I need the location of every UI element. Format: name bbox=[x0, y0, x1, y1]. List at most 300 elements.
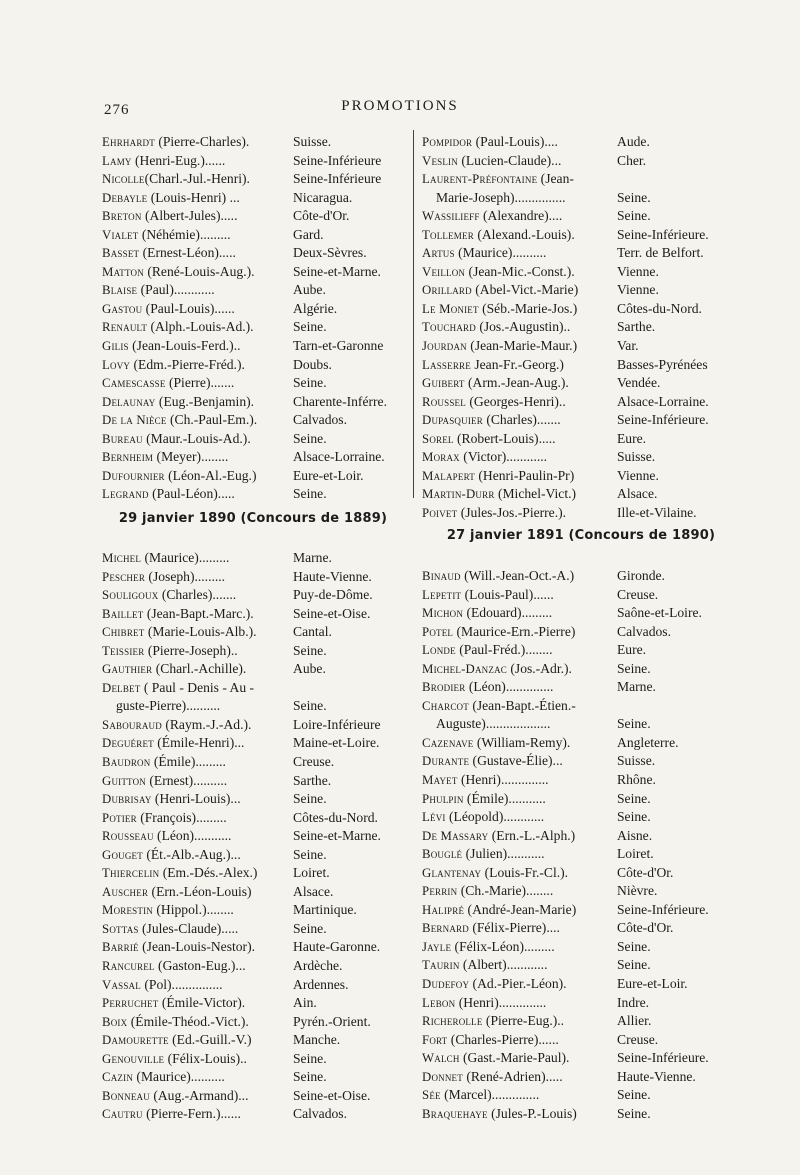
list-entry bbox=[422, 715, 740, 734]
list-entry bbox=[102, 356, 404, 375]
entry-name bbox=[102, 976, 293, 995]
entry-place: Seine-et-Oise. bbox=[293, 605, 371, 621]
list-entry bbox=[422, 938, 740, 957]
entry-name bbox=[422, 1012, 617, 1031]
entry-given-names: (Ad.-Pier.-Léon). bbox=[469, 976, 567, 992]
entry-place: Charente-Inférre. bbox=[293, 393, 387, 409]
entry-name bbox=[102, 189, 293, 208]
entry-given-names: (Jean-Bapt.-Étien.- bbox=[468, 697, 576, 713]
entry-name bbox=[102, 753, 293, 772]
entry-name bbox=[422, 901, 617, 920]
entry-given-names: (Jean-Mic.-Const.). bbox=[465, 263, 575, 279]
entry-place: Suisse. bbox=[617, 449, 656, 465]
entry-given-names: (Alph.-Louis-Ad.). bbox=[147, 319, 254, 335]
entry-name bbox=[422, 393, 617, 412]
entry-place: Seine-et-Marne. bbox=[293, 263, 381, 279]
entry-place: Sarthe. bbox=[617, 319, 656, 335]
entry-surname: Mayet bbox=[422, 773, 458, 788]
list-entry bbox=[422, 901, 740, 920]
entry-surname: Pescher bbox=[102, 569, 146, 584]
entry-given-names: (Victor)............ bbox=[459, 449, 548, 465]
list-entry bbox=[102, 734, 404, 753]
entry-surname: Poivet bbox=[422, 505, 458, 520]
entry-name bbox=[422, 864, 617, 883]
entry-surname: Fort bbox=[422, 1032, 448, 1047]
list-entry bbox=[102, 642, 404, 661]
entry-name bbox=[102, 300, 293, 319]
entry-name bbox=[422, 715, 617, 734]
entry-place: Eure-et-Loir. bbox=[293, 467, 364, 483]
entry-surname: Lovy bbox=[102, 357, 131, 372]
entry-surname: Bernheim bbox=[102, 450, 154, 465]
entry-place: Seine. bbox=[293, 791, 327, 807]
list-entry bbox=[422, 448, 740, 467]
entry-place: Marne. bbox=[293, 550, 332, 565]
right-column-1890-list bbox=[422, 567, 740, 1123]
entry-surname: Charcot bbox=[422, 698, 469, 713]
entry-given-names: (François)......... bbox=[136, 809, 227, 825]
entry-place: Martinique. bbox=[293, 902, 357, 918]
entry-name bbox=[422, 374, 617, 393]
entry-name bbox=[102, 448, 293, 467]
entry-place: Seine-Inférieure. bbox=[617, 412, 709, 428]
entry-name bbox=[102, 133, 293, 152]
entry-surname: Cautru bbox=[102, 1107, 143, 1122]
entry-surname: Delbet bbox=[102, 680, 141, 695]
entry-place: Aube. bbox=[293, 282, 326, 298]
entry-place: Côtes-du-Nord. bbox=[293, 809, 378, 825]
list-entry bbox=[102, 318, 404, 337]
entry-name bbox=[422, 734, 617, 753]
entry-name bbox=[102, 697, 293, 716]
entry-surname: De la Nièce bbox=[102, 413, 167, 428]
entry-name bbox=[102, 244, 293, 263]
entry-given-names: (Charles-Pierre)...... bbox=[447, 1031, 559, 1047]
entry-given-names: (Jean- bbox=[537, 171, 574, 187]
entry-given-names: (René-Adrien)..... bbox=[462, 1068, 563, 1084]
entry-given-names: (Meyer)........ bbox=[153, 449, 229, 465]
entry-place: Eure. bbox=[617, 642, 647, 658]
entry-given-names: (Edm.-Pierre-Fréd.). bbox=[130, 356, 245, 372]
entry-name bbox=[422, 994, 617, 1013]
entry-given-names: (Léon-Al.-Eug.) bbox=[164, 467, 257, 483]
entry-given-names: (Charl.-Achille). bbox=[152, 661, 247, 677]
entry-surname: Breton bbox=[102, 209, 142, 224]
entry-surname: Glantenay bbox=[422, 865, 482, 880]
entry-name bbox=[422, 567, 617, 586]
entry-surname: Guitton bbox=[102, 773, 146, 788]
entry-name bbox=[102, 1013, 293, 1032]
entry-surname: Pompidor bbox=[422, 135, 473, 149]
entry-name bbox=[422, 170, 617, 189]
list-entry bbox=[102, 263, 404, 282]
entry-place: Côte-d'Or. bbox=[293, 208, 350, 224]
entry-surname: Lebon bbox=[422, 995, 456, 1010]
entry-given-names: (Pierre-Charles). bbox=[154, 134, 250, 149]
entry-given-names: (Julien)........... bbox=[462, 846, 545, 862]
entry-name bbox=[102, 605, 293, 624]
entry-given-names: (Félix-Léon)......... bbox=[451, 938, 555, 954]
entry-name bbox=[102, 716, 293, 735]
entry-place: Calvados. bbox=[293, 1106, 347, 1122]
entry-name bbox=[102, 660, 293, 679]
entry-name bbox=[102, 809, 293, 828]
entry-name bbox=[102, 411, 293, 430]
entry-place: Seine. bbox=[617, 938, 651, 954]
entry-surname: Boix bbox=[102, 1014, 128, 1029]
entry-surname: Malapert bbox=[422, 468, 475, 483]
entry-surname: Vialet bbox=[102, 227, 139, 242]
entry-place: Creuse. bbox=[617, 1031, 659, 1047]
entry-given-names: (Ernest).......... bbox=[145, 772, 228, 788]
entry-surname: Sorel bbox=[422, 431, 454, 446]
entry-surname: Ehrhardt bbox=[102, 135, 155, 149]
entry-surname: Orillard bbox=[422, 283, 472, 298]
entry-surname: Teissier bbox=[102, 643, 145, 658]
entry-name bbox=[422, 845, 617, 864]
entry-place: Seine-Inférieure. bbox=[617, 901, 709, 917]
entry-name bbox=[422, 300, 617, 319]
entry-place: Ille-et-Vilaine. bbox=[617, 504, 697, 520]
entry-place: Haute-Vienne. bbox=[293, 568, 372, 584]
entry-given-names: (René-Louis-Aug.). bbox=[143, 263, 255, 279]
entry-given-names: Jean-Fr.-Georg.) bbox=[470, 356, 564, 372]
entry-name bbox=[102, 467, 293, 486]
entry-given-names: (Gaston-Eug.)... bbox=[154, 958, 246, 974]
list-entry bbox=[422, 678, 740, 697]
list-entry bbox=[422, 393, 740, 412]
list-entry bbox=[102, 976, 404, 995]
entry-place: Sarthe. bbox=[293, 772, 332, 788]
entry-name bbox=[422, 263, 617, 282]
entry-given-names: (Jos.-Augustin).. bbox=[475, 319, 571, 335]
entry-surname: Baillet bbox=[102, 606, 144, 621]
entry-name bbox=[102, 1050, 293, 1069]
list-entry bbox=[102, 920, 404, 939]
list-entry bbox=[422, 790, 740, 809]
entry-name bbox=[422, 919, 617, 938]
list-entry bbox=[422, 771, 740, 790]
entry-place: Seine. bbox=[293, 642, 327, 658]
entry-place: Seine. bbox=[617, 957, 651, 973]
entry-surname: Camescasse bbox=[102, 376, 166, 391]
entry-name bbox=[102, 883, 293, 902]
entry-name bbox=[422, 1086, 617, 1105]
entry-name bbox=[102, 827, 293, 846]
entry-place: Algérie. bbox=[293, 300, 338, 316]
entry-place: Rhône. bbox=[617, 772, 656, 788]
entry-given-names: (Jean-Marie-Maur.) bbox=[466, 338, 578, 354]
entry-given-names: (Henri-Louis)... bbox=[151, 791, 241, 807]
entry-place: Angleterre. bbox=[617, 734, 679, 750]
entry-place: Aube. bbox=[293, 661, 326, 677]
entry-surname: Morestin bbox=[102, 903, 153, 918]
entry-surname: Potel bbox=[422, 624, 454, 639]
entry-place: Marne. bbox=[617, 679, 656, 695]
entry-given-names: (Paul-Léon)..... bbox=[148, 486, 235, 502]
entry-surname: Touchard bbox=[422, 320, 476, 335]
entry-name bbox=[422, 660, 617, 679]
entry-name bbox=[102, 318, 293, 337]
entry-name bbox=[422, 244, 617, 263]
entry-name bbox=[422, 485, 617, 504]
entry-given-names: Auguste)................... bbox=[436, 716, 551, 732]
entry-place: Seine. bbox=[617, 790, 651, 806]
entry-name bbox=[422, 697, 617, 716]
list-entry bbox=[422, 734, 740, 753]
entry-given-names: (Paul-Louis).... bbox=[472, 134, 558, 149]
entry-place: Suisse. bbox=[617, 753, 656, 769]
entry-name bbox=[422, 152, 617, 171]
entry-given-names: (Jean-Louis-Ferd.).. bbox=[128, 338, 241, 354]
entry-surname: Michel-Danzac bbox=[422, 661, 507, 676]
entry-given-names: (Ern.-Léon-Louis) bbox=[148, 883, 252, 899]
entry-name bbox=[422, 975, 617, 994]
entry-name bbox=[102, 1087, 293, 1106]
entry-surname: Guibert bbox=[422, 376, 465, 391]
entry-given-names: (Charles)....... bbox=[158, 587, 237, 603]
entry-place: Seine. bbox=[293, 375, 327, 391]
entry-surname: Jayle bbox=[422, 939, 452, 954]
list-entry bbox=[422, 919, 740, 938]
entry-place: Seine-Inférieure. bbox=[617, 226, 709, 242]
list-entry bbox=[102, 1068, 404, 1087]
entry-place: Indre. bbox=[617, 994, 650, 1010]
entry-name bbox=[102, 586, 293, 605]
entry-given-names: (Ern.-L.-Alph.) bbox=[488, 827, 576, 843]
entry-place: Aisne. bbox=[617, 827, 653, 843]
list-entry bbox=[102, 605, 404, 624]
entry-given-names: (Michel-Vict.) bbox=[494, 486, 577, 502]
entry-place: Nièvre. bbox=[617, 883, 658, 899]
entry-place: Terr. de Belfort. bbox=[617, 245, 704, 261]
entry-name bbox=[422, 411, 617, 430]
list-entry bbox=[102, 448, 404, 467]
entry-surname: Bonneau bbox=[102, 1088, 150, 1103]
entry-place: Alsace-Lorraine. bbox=[617, 393, 709, 409]
entry-name bbox=[422, 207, 617, 226]
entry-surname: Lepetit bbox=[422, 587, 462, 602]
list-entry bbox=[422, 827, 740, 846]
entry-surname: Gastou bbox=[102, 301, 143, 316]
entry-name bbox=[102, 568, 293, 587]
entry-given-names: (Pierre-Joseph).. bbox=[144, 642, 238, 658]
entry-given-names: (Néhémie)......... bbox=[138, 226, 231, 242]
entry-surname: Gouget bbox=[102, 847, 143, 862]
entry-surname: Phulpin bbox=[422, 791, 464, 806]
list-entry bbox=[102, 374, 404, 393]
list-entry bbox=[422, 318, 740, 337]
list-entry bbox=[102, 846, 404, 865]
entry-place: Calvados. bbox=[617, 623, 671, 639]
entry-surname: Sottas bbox=[102, 921, 139, 936]
list-entry bbox=[422, 207, 740, 226]
entry-given-names: (Jules-Claude)..... bbox=[138, 920, 239, 936]
list-entry bbox=[102, 1105, 404, 1124]
entry-given-names: (Pierre-Fern.)...... bbox=[142, 1106, 241, 1122]
entry-name bbox=[422, 356, 617, 375]
entry-place: Nicaragua. bbox=[293, 189, 353, 205]
entry-place: Seine. bbox=[293, 1050, 327, 1066]
list-entry bbox=[422, 864, 740, 883]
entry-surname: Baudron bbox=[102, 755, 151, 770]
entry-name bbox=[102, 846, 293, 865]
entry-place: Seine. bbox=[617, 189, 651, 205]
entry-surname: Perruchet bbox=[102, 996, 159, 1011]
entry-surname: De Massary bbox=[422, 828, 489, 843]
entry-given-names: (Henri).............. bbox=[457, 772, 549, 788]
entry-place: Côte-d'Or. bbox=[617, 864, 674, 880]
entry-place: Calvados. bbox=[293, 412, 347, 428]
list-entry bbox=[102, 281, 404, 300]
entry-name bbox=[422, 1031, 617, 1050]
list-entry bbox=[102, 660, 404, 679]
list-entry bbox=[422, 337, 740, 356]
entry-name bbox=[422, 467, 617, 486]
entry-surname: Debayle bbox=[102, 190, 148, 205]
list-entry bbox=[102, 994, 404, 1013]
entry-name bbox=[422, 956, 617, 975]
entry-surname: Legrand bbox=[102, 487, 149, 502]
entry-place: Creuse. bbox=[617, 586, 659, 602]
list-entry bbox=[102, 1050, 404, 1069]
entry-name bbox=[102, 920, 293, 939]
entry-place: Puy-de-Dôme. bbox=[293, 587, 373, 603]
entry-name bbox=[422, 1049, 617, 1068]
entry-given-names: (Émile)........... bbox=[463, 790, 546, 806]
list-entry bbox=[422, 586, 740, 605]
entry-given-names: (Paul-Fréd.)........ bbox=[455, 642, 553, 658]
list-entry bbox=[422, 467, 740, 486]
entry-given-names: (André-Jean-Marie) bbox=[464, 901, 577, 917]
list-entry bbox=[422, 752, 740, 771]
entry-given-names: (Henri).............. bbox=[455, 994, 547, 1010]
section-heading-1889: 29 janvier 1890 (Concours de 1889) bbox=[118, 511, 388, 526]
list-entry bbox=[422, 994, 740, 1013]
entry-place: Seine. bbox=[617, 1087, 651, 1103]
entry-surname: Halipré bbox=[422, 902, 465, 917]
list-entry bbox=[102, 226, 404, 245]
list-entry bbox=[102, 189, 404, 208]
entry-name bbox=[422, 504, 617, 523]
list-entry bbox=[102, 697, 404, 716]
entry-given-names: (Maur.-Louis-Ad.). bbox=[142, 430, 251, 446]
entry-given-names: (Paul-Louis)...... bbox=[142, 300, 235, 316]
entry-given-names: (Lucien-Claude)... bbox=[457, 152, 562, 168]
entry-name bbox=[102, 790, 293, 809]
entry-surname: Martin-Durr bbox=[422, 487, 495, 502]
entry-given-names: (Jules-P.-Louis) bbox=[487, 1105, 577, 1121]
entry-place: Seine-Inférieure. bbox=[617, 1050, 709, 1066]
entry-given-names: (Jos.-Adr.). bbox=[506, 660, 572, 676]
entry-surname: Cazenave bbox=[422, 735, 474, 750]
list-entry bbox=[102, 337, 404, 356]
list-entry bbox=[422, 133, 740, 152]
list-entry bbox=[422, 244, 740, 263]
entry-given-names: (Émile-Victor). bbox=[158, 995, 246, 1011]
entry-place: Seine. bbox=[293, 319, 327, 335]
entry-given-names: (Pierre)....... bbox=[165, 375, 235, 391]
entry-place: Seine. bbox=[293, 1069, 327, 1085]
entry-surname: Le Moniet bbox=[422, 301, 479, 316]
list-entry bbox=[422, 1086, 740, 1105]
entry-name bbox=[422, 882, 617, 901]
entry-given-names: (Alexandre).... bbox=[479, 208, 563, 224]
entry-given-names: (Louis-Henri) ... bbox=[147, 189, 240, 205]
entry-name bbox=[422, 281, 617, 300]
entry-surname: Walch bbox=[422, 1051, 460, 1066]
entry-surname: Dufournier bbox=[102, 468, 165, 483]
entry-place: Côtes-du-Nord. bbox=[617, 300, 702, 316]
entry-name bbox=[422, 226, 617, 245]
list-entry bbox=[102, 207, 404, 226]
list-entry bbox=[102, 300, 404, 319]
entry-name bbox=[422, 752, 617, 771]
list-entry bbox=[102, 1087, 404, 1106]
entry-surname: Laurent-Préfontaine bbox=[422, 172, 538, 187]
entry-name bbox=[422, 641, 617, 660]
entry-place: Seine. bbox=[293, 430, 327, 446]
entry-name bbox=[422, 808, 617, 827]
list-entry bbox=[422, 411, 740, 430]
list-entry bbox=[422, 152, 740, 171]
entry-name bbox=[422, 586, 617, 605]
entry-place: Seine. bbox=[617, 208, 651, 224]
list-entry bbox=[102, 549, 404, 568]
entry-place: Basses-Pyrénées bbox=[617, 356, 708, 372]
entry-given-names: (Hippol.)........ bbox=[152, 902, 234, 918]
entry-name bbox=[422, 318, 617, 337]
entry-given-names: (Jules-Jos.-Pierre.). bbox=[457, 504, 567, 520]
entry-given-names: guste-Pierre).......... bbox=[116, 698, 221, 714]
list-entry bbox=[422, 845, 740, 864]
list-entry bbox=[102, 244, 404, 263]
entry-surname: Dudefoy bbox=[422, 977, 470, 992]
entry-place: Seine. bbox=[617, 716, 651, 732]
entry-place: Alsace. bbox=[293, 883, 334, 899]
list-entry bbox=[422, 1031, 740, 1050]
entry-name bbox=[102, 485, 293, 504]
entry-place: Gard. bbox=[293, 226, 324, 242]
entry-given-names: (Arm.-Jean-Aug.). bbox=[464, 375, 569, 391]
entry-given-names: (Charl.-Jul.-Henri). bbox=[144, 171, 250, 187]
list-entry bbox=[422, 1012, 740, 1031]
list-entry bbox=[422, 263, 740, 282]
entry-given-names: (Joseph)......... bbox=[145, 568, 226, 584]
list-entry bbox=[102, 1031, 404, 1050]
entry-given-names: ( Paul - Denis - Au - bbox=[140, 679, 255, 695]
entry-surname: Binaud bbox=[422, 569, 461, 583]
entry-place: Seine-et-Marne. bbox=[293, 828, 381, 844]
entry-surname: Auscher bbox=[102, 884, 149, 899]
left-column-top-list bbox=[102, 133, 404, 504]
entry-place: Seine. bbox=[293, 846, 327, 862]
entry-place: Var. bbox=[617, 338, 639, 354]
entry-surname: Sabouraud bbox=[102, 717, 162, 732]
entry-name bbox=[102, 356, 293, 375]
entry-given-names: (Maurice).......... bbox=[454, 245, 547, 261]
entry-surname: Michel bbox=[102, 551, 142, 565]
entry-place: Deux-Sèvres. bbox=[293, 245, 367, 261]
list-entry bbox=[102, 485, 404, 504]
list-entry bbox=[102, 716, 404, 735]
entry-name bbox=[102, 281, 293, 300]
running-head: PROMOTIONS bbox=[341, 98, 459, 114]
entry-given-names: (Ernest-Léon)..... bbox=[139, 245, 236, 261]
list-entry bbox=[102, 467, 404, 486]
list-entry bbox=[422, 975, 740, 994]
entry-name bbox=[102, 864, 293, 883]
